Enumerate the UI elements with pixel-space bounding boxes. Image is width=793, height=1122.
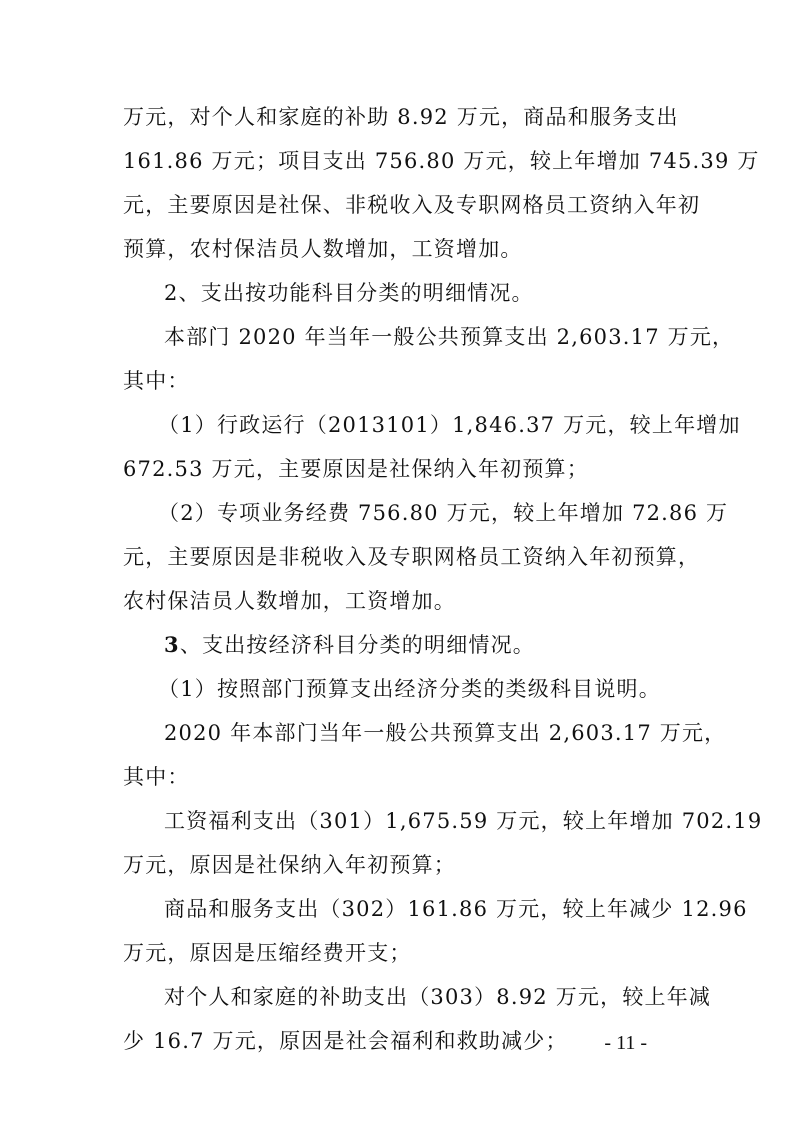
section-number: 3 xyxy=(164,632,180,657)
text-line: 其中： xyxy=(123,369,190,393)
text-line: （1）按照部门预算支出经济分类的类级科目说明。 xyxy=(158,677,661,701)
text-line: 2020 年本部门当年一般公共预算支出 2,603.17 万元， xyxy=(164,721,727,745)
text-line: 本部门 2020 年当年一般公共预算支出 2,603.17 万元， xyxy=(164,325,735,349)
text-line: 万元，对个人和家庭的补助 8.92 万元，商品和服务支出 xyxy=(123,105,679,129)
text-line: 工资福利支出（301）1,675.59 万元，较上年增加 702.19 xyxy=(164,809,763,833)
text-line: 672.53 万元，主要原因是社保纳入年初预算； xyxy=(123,457,589,481)
section-heading: 2、支出按功能科目分类的明细情况。 xyxy=(164,281,534,305)
text-line: 少 16.7 万元，原因是社会福利和救助减少； xyxy=(123,1029,568,1053)
text-line: 农村保洁员人数增加，工资增加。 xyxy=(123,589,456,613)
text-line: 元，主要原因是社保、非税收入及专职网格员工资纳入年初 xyxy=(123,193,701,217)
text-line: 万元，原因是社保纳入年初预算； xyxy=(123,853,456,877)
section-heading-text: 、支出按经济科目分类的明细情况。 xyxy=(179,633,536,657)
text-line: 元，主要原因是非税收入及专职网格员工资纳入年初预算， xyxy=(123,545,701,569)
text-line: 其中： xyxy=(123,765,190,789)
text-line: （1）行政运行（2013101）1,846.37 万元，较上年增加 xyxy=(158,413,741,437)
text-line: 万元，原因是压缩经费开支； xyxy=(123,941,412,965)
text-line: （2）专项业务经费 756.80 万元，较上年增加 72.86 万 xyxy=(158,501,729,525)
page-number: - 11 - xyxy=(604,1032,647,1054)
section-heading xyxy=(0,631,793,659)
text-line: 商品和服务支出（302）161.86 万元，较上年减少 12.96 xyxy=(164,897,748,921)
text-line: 对个人和家庭的补助支出（303）8.92 万元，较上年减 xyxy=(164,985,712,1009)
text-line: 161.86 万元；项目支出 756.80 万元，较上年增加 745.39 万 xyxy=(123,149,760,173)
text-line: 预算，农村保洁员人数增加，工资增加。 xyxy=(123,237,523,261)
